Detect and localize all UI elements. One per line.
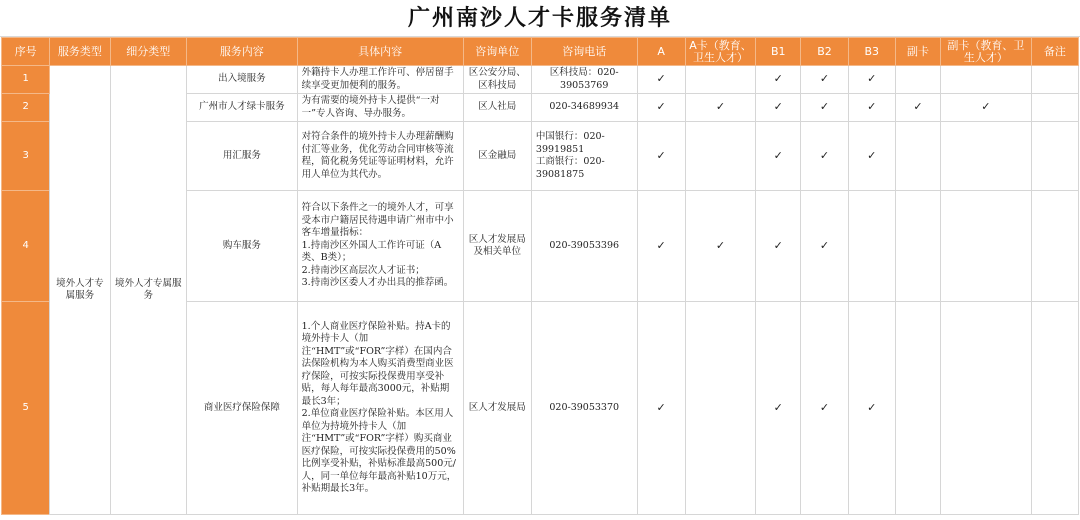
detail-cell: 外籍持卡人办理工作许可、停居留手续享受更加便利的服务。 [297, 66, 463, 94]
phone-cell: 020-39053370 [531, 302, 637, 515]
check-sub-card-edu: ✓ [941, 94, 1032, 122]
check-b1: ✓ [756, 302, 801, 515]
remark-cell [1031, 94, 1078, 122]
unit-cell: 区公安分局、区科技局 [463, 66, 531, 94]
remark-cell [1031, 122, 1078, 191]
check-b1: ✓ [756, 66, 801, 94]
phone-cell: 中国银行：020-39919851 工商银行：020-39081875 [531, 122, 637, 191]
unit-cell: 区人才发展局 [463, 302, 531, 515]
header-sub-card-edu: 副卡（教育、卫生人才） [941, 38, 1032, 66]
header-a-edu: A卡（教育、卫生人才） [685, 38, 755, 66]
phone-cell: 020-34689934 [531, 94, 637, 122]
service-cell: 购车服务 [187, 191, 298, 302]
row-number: 1 [2, 66, 50, 94]
check-sub-card-edu [941, 122, 1032, 191]
check-b1: ✓ [756, 191, 801, 302]
service-cell: 出入境服务 [187, 66, 298, 94]
header-b3: B3 [848, 38, 895, 66]
remark-cell [1031, 191, 1078, 302]
header-unit: 咨询单位 [463, 38, 531, 66]
header-service: 服务内容 [187, 38, 298, 66]
check-a-edu [685, 302, 755, 515]
check-a-edu [685, 122, 755, 191]
document-title: 广州南沙人才卡服务清单 [0, 0, 1080, 37]
header-sub-type: 细分类型 [110, 38, 186, 66]
header-row [2, 38, 1079, 66]
check-b2: ✓ [801, 122, 848, 191]
check-sub-card [895, 191, 940, 302]
detail-cell: 对符合条件的境外持卡人办理薪酬购付汇等业务，优化劳动合同审核等流程，简化税务凭证等证明材料，允许用人单位为其代办。 [297, 122, 463, 191]
header-detail: 具体内容 [297, 38, 463, 66]
service-type-cell: 境外人才专属服务 [50, 66, 110, 515]
row-number: 4 [2, 191, 50, 302]
check-a: ✓ [637, 122, 685, 191]
check-sub-card [895, 122, 940, 191]
header-b2: B2 [801, 38, 848, 66]
detail-cell: 1.个人商业医疗保险补贴。持A卡的境外持卡人（加注“HMT”或“FOR”字样）在国内合法保险机构为本人购买消费型商业医疗保险，可按实际投保费用享受补贴，每人每年最高3000元，补贴期最长3年； 2.单位商业医疗保险补贴。本区用人单位为持境外持卡人（加注“HMT”或“FOR”字样）购买商业医疗保险，可按实际投保费用的50%比例享受补贴，补贴标准最高500元/人，同一单位每年最高补贴10万元，补贴期最长3年。 [297, 302, 463, 515]
detail-cell: 为有需要的境外持卡人提供“一对一”专人咨询、导办服务。 [297, 94, 463, 122]
service-table [1, 37, 1079, 515]
remark-cell [1031, 66, 1078, 94]
check-b3 [848, 191, 895, 302]
check-b1: ✓ [756, 122, 801, 191]
check-a-edu [685, 66, 755, 94]
check-b2: ✓ [801, 66, 848, 94]
check-a-edu: ✓ [685, 94, 755, 122]
check-sub-card-edu [941, 66, 1032, 94]
service-cell: 用汇服务 [187, 122, 298, 191]
check-b2: ✓ [801, 191, 848, 302]
check-a: ✓ [637, 66, 685, 94]
detail-cell: 符合以下条件之一的境外人才，可享受本市户籍居民待遇申请广州市中小客车增量指标： 1.持南沙区外国人工作许可证（A类、B类）； 2.持南沙区高层次人才证书； 3.持南沙区委人才办出具的推荐函。 [297, 191, 463, 302]
header-service-type: 服务类型 [50, 38, 110, 66]
check-a: ✓ [637, 302, 685, 515]
service-cell: 商业医疗保险保障 [187, 302, 298, 515]
row-number: 3 [2, 122, 50, 191]
header-a: A [637, 38, 685, 66]
check-a-edu: ✓ [685, 191, 755, 302]
sub-type-cell: 境外人才专属服务 [110, 66, 186, 515]
header-remark: 备注 [1031, 38, 1078, 66]
check-b3: ✓ [848, 94, 895, 122]
check-b1: ✓ [756, 94, 801, 122]
check-b3: ✓ [848, 302, 895, 515]
check-b3: ✓ [848, 122, 895, 191]
check-b2: ✓ [801, 94, 848, 122]
unit-cell: 区人才发展局及相关单位 [463, 191, 531, 302]
unit-cell: 区金融局 [463, 122, 531, 191]
header-no: 序号 [2, 38, 50, 66]
table-row [2, 66, 1079, 94]
header-b1: B1 [756, 38, 801, 66]
header-sub-card: 副卡 [895, 38, 940, 66]
check-sub-card-edu [941, 302, 1032, 515]
unit-cell: 区人社局 [463, 94, 531, 122]
remark-cell [1031, 302, 1078, 515]
check-b2: ✓ [801, 302, 848, 515]
check-sub-card: ✓ [895, 94, 940, 122]
check-a: ✓ [637, 191, 685, 302]
check-a: ✓ [637, 94, 685, 122]
service-cell: 广州市人才绿卡服务 [187, 94, 298, 122]
header-phone: 咨询电话 [531, 38, 637, 66]
row-number: 2 [2, 94, 50, 122]
phone-cell: 020-39053396 [531, 191, 637, 302]
phone-cell: 区科技局：020-39053769 [531, 66, 637, 94]
check-sub-card [895, 66, 940, 94]
check-sub-card-edu [941, 191, 1032, 302]
check-sub-card [895, 302, 940, 515]
row-number: 5 [2, 302, 50, 515]
check-b3: ✓ [848, 66, 895, 94]
